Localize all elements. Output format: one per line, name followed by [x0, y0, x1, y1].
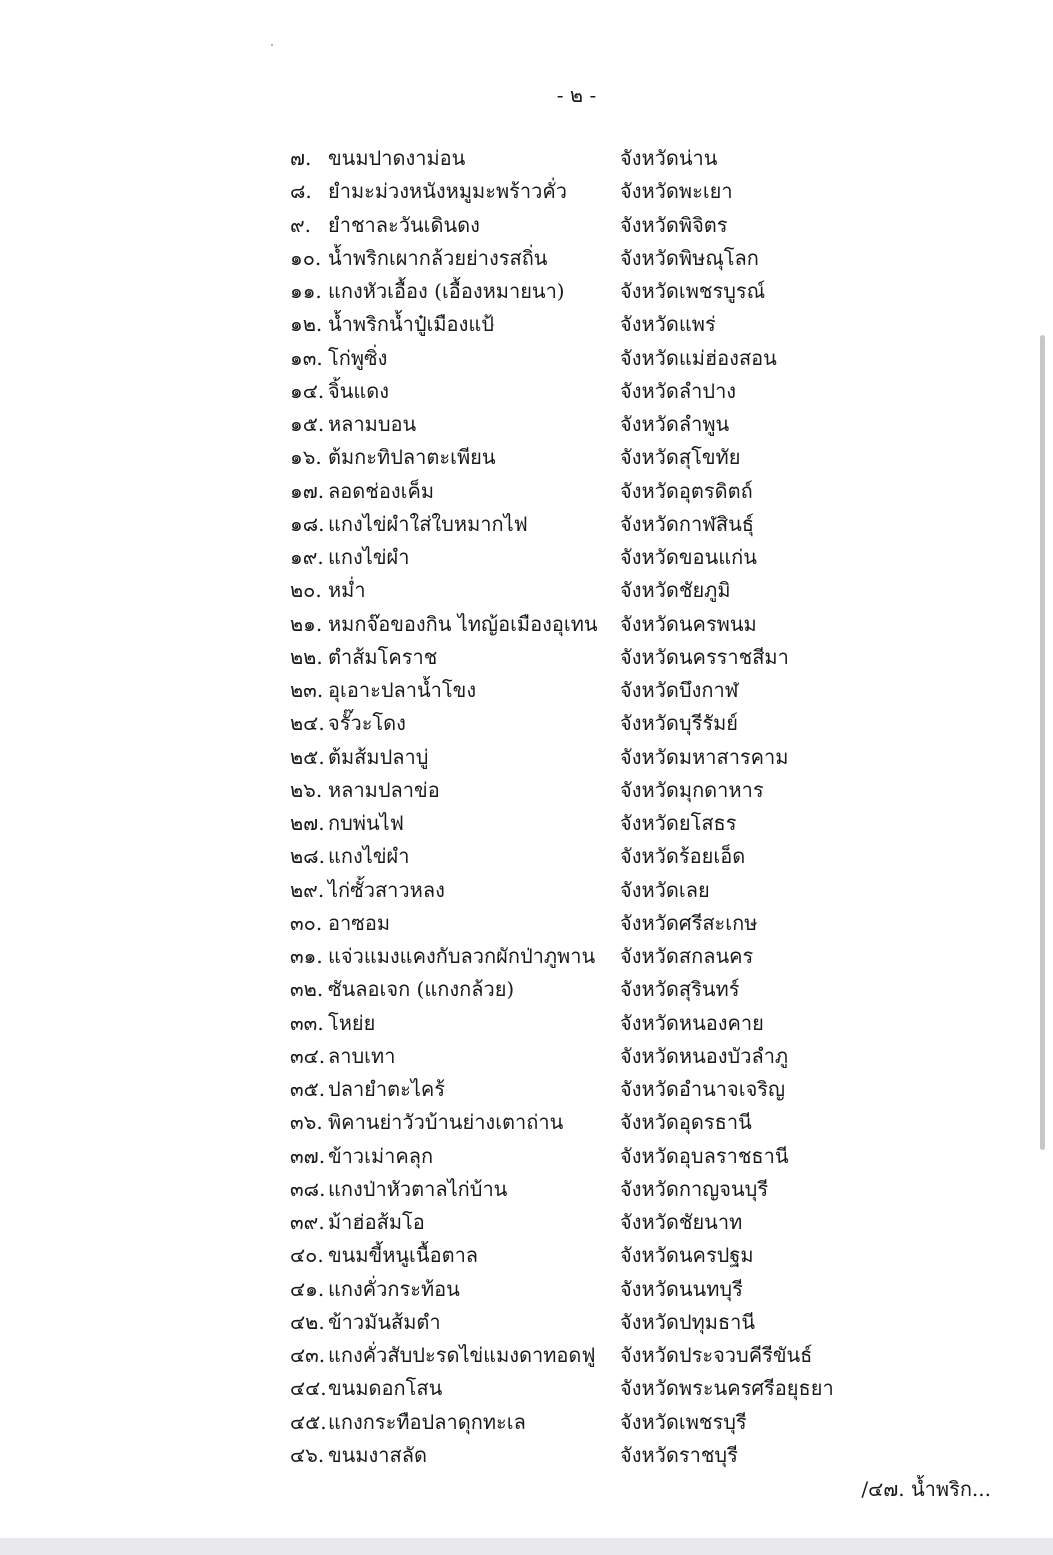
- dish-name: หลามปลาข่อ: [328, 777, 440, 802]
- dish-name: ซันลอเจก (แกงกล้วย): [328, 977, 515, 1002]
- dish-name: ขนมงาสลัด: [328, 1442, 427, 1467]
- dish-name: ยำมะม่วงหนังหมูมะพร้าวคั่ว: [328, 179, 567, 204]
- item-number: ๓๑.: [290, 944, 323, 968]
- list-item: [290, 807, 850, 840]
- item-number: ๓๕.: [290, 1077, 326, 1101]
- province-name: จังหวัดแพร่: [620, 312, 716, 337]
- dish-name: โก่พูซิ่ง: [328, 345, 388, 370]
- list-item: [290, 574, 850, 607]
- item-number: ๓๓.: [290, 1010, 324, 1035]
- item-number: ๔๖.: [290, 1442, 325, 1467]
- item-number: ๒๒.: [290, 644, 323, 669]
- item-number: ๓๐.: [290, 910, 323, 935]
- vertical-scrollbar[interactable]: [1040, 335, 1045, 1150]
- list-item: [290, 1372, 850, 1405]
- list-item: [290, 408, 850, 441]
- item-number: ๒๑.: [290, 611, 323, 636]
- dish-name: หมกจ๊อของกิน ไทญ้อเมืองอุเทน: [328, 611, 598, 636]
- list-item: [290, 1439, 850, 1472]
- list-item: [290, 907, 850, 940]
- list-item: [290, 641, 850, 674]
- province-name: จังหวัดชัยนาท: [620, 1210, 743, 1234]
- province-name: จังหวัดนนทบุรี: [620, 1276, 743, 1301]
- province-name: จังหวัดมหาสารคาม: [620, 744, 789, 769]
- dish-name: หลามบอน: [328, 412, 417, 436]
- list-item: [290, 840, 850, 873]
- province-name: จังหวัดอุบลราชธานี: [620, 1143, 789, 1168]
- item-number: ๔๕.: [290, 1409, 327, 1434]
- list-item: [290, 242, 850, 275]
- item-number: ๓๖.: [290, 1110, 323, 1135]
- list-item: [290, 308, 850, 341]
- item-number: ๔๔.: [290, 1376, 327, 1401]
- province-name: จังหวัดกาฬสินธุ์: [620, 511, 754, 536]
- dish-name: จรั๊วะโดง: [328, 711, 406, 736]
- province-name: จังหวัดยโสธร: [620, 811, 737, 835]
- item-number: ๑๓.: [290, 345, 323, 370]
- dish-name: อุเอาะปลาน้ำโขง: [328, 678, 477, 702]
- province-name: จังหวัดร้อยเอ็ด: [620, 844, 746, 869]
- item-number: ๑๘.: [290, 511, 325, 536]
- item-number: ๒๔.: [290, 711, 325, 736]
- dish-name: ลาบเทา: [328, 1043, 396, 1068]
- item-number: ๑๐.: [290, 245, 322, 270]
- list-item: [290, 1339, 850, 1372]
- viewer-bottom-band: [0, 1538, 1053, 1555]
- province-name: จังหวัดลำพูน: [620, 412, 730, 436]
- list-item: [290, 1040, 850, 1073]
- list-item: [290, 973, 850, 1006]
- list-item: [290, 1406, 850, 1439]
- province-name: จังหวัดน่าน: [620, 146, 718, 170]
- item-number: ๒๓.: [290, 678, 324, 702]
- list-item: [290, 940, 850, 973]
- list-item: [290, 774, 850, 807]
- list-item: [290, 1273, 850, 1306]
- province-name: จังหวัดนครปฐม: [620, 1243, 754, 1268]
- item-number: ๒๘.: [290, 844, 325, 869]
- item-number: ๘.: [290, 179, 312, 204]
- list-item: [290, 608, 850, 641]
- dish-name: ม้าฮ่อส้มโอ: [328, 1210, 425, 1234]
- list-item: [290, 441, 850, 474]
- item-number: ๒๕.: [290, 744, 325, 769]
- province-name: จังหวัดศรีสะเกษ: [620, 910, 758, 935]
- item-number: ๔๑.: [290, 1276, 325, 1301]
- item-number: ๓๗.: [290, 1143, 326, 1168]
- dish-name: แกงไข่ผำ: [328, 545, 410, 569]
- province-name: จังหวัดบึงกาฬ: [620, 678, 739, 702]
- province-name: จังหวัดอำนาจเจริญ: [620, 1077, 786, 1101]
- item-number: ๔๐.: [290, 1243, 324, 1268]
- list-item: [290, 707, 850, 740]
- list-item: [290, 142, 850, 175]
- item-number: ๑๑.: [290, 279, 322, 303]
- list-item: [290, 541, 850, 574]
- province-name: จังหวัดพิจิตร: [620, 212, 728, 237]
- list-item: [290, 375, 850, 408]
- dish-name: หม่ำ: [328, 578, 366, 603]
- dish-name: ขนมปาดงาม่อน: [328, 146, 466, 170]
- dish-name: ไก่ซั้วสาวหลง: [328, 877, 445, 902]
- dish-name: ปลายำตะไคร้: [328, 1077, 446, 1101]
- item-number: ๓๘.: [290, 1176, 326, 1201]
- dish-province-list: [290, 142, 850, 1472]
- province-name: จังหวัดมุกดาหาร: [620, 777, 764, 802]
- list-item: [290, 674, 850, 707]
- item-number: ๒๗.: [290, 811, 325, 835]
- province-name: จังหวัดราชบุรี: [620, 1442, 738, 1467]
- province-name: จังหวัดอุดรธานี: [620, 1110, 752, 1135]
- province-name: จังหวัดสกลนคร: [620, 944, 754, 968]
- province-name: จังหวัดเลย: [620, 877, 710, 902]
- item-number: ๓๒.: [290, 977, 324, 1002]
- item-number: ๔๓.: [290, 1343, 326, 1367]
- item-number: ๓๙.: [290, 1210, 325, 1234]
- item-number: ๒๐.: [290, 578, 322, 603]
- dish-name: ข้าวมันส้มตำ: [328, 1309, 441, 1334]
- list-item: [290, 1106, 850, 1139]
- dish-name: น้ำพริกน้ำปู๋เมืองแป้: [328, 312, 494, 337]
- item-number: ๑๗.: [290, 478, 325, 503]
- dish-name: ต้มกะทิปลาตะเพียน: [328, 445, 496, 470]
- item-number: ๔๒.: [290, 1309, 325, 1334]
- province-name: จังหวัดอุตรดิตถ์: [620, 478, 753, 503]
- dish-name: ยำชาละวันเดินดง: [328, 212, 480, 237]
- continuation-note: /๔๗. น้ำพริก...: [861, 1477, 991, 1501]
- item-number: ๑๖.: [290, 445, 322, 470]
- dish-name: ขนมดอกโสน: [328, 1376, 443, 1401]
- province-name: จังหวัดพิษณุโลก: [620, 245, 759, 270]
- province-name: จังหวัดนครพนม: [620, 611, 757, 636]
- item-number: ๒๖.: [290, 777, 323, 802]
- dish-name: ตำส้มโคราช: [328, 644, 438, 669]
- dish-name: แกงไข่ผำใส่ใบหมากไฟ: [328, 511, 528, 536]
- dish-name: โหย่ย: [328, 1010, 376, 1035]
- province-name: จังหวัดลำปาง: [620, 378, 737, 403]
- province-name: จังหวัดเพชรบุรี: [620, 1409, 747, 1434]
- province-name: จังหวัดพะเยา: [620, 179, 733, 204]
- dish-name: พิคานย่าวัวบ้านย่างเตาถ่าน: [328, 1110, 564, 1135]
- province-name: จังหวัดปทุมธานี: [620, 1309, 756, 1334]
- dish-name: แกงกระทือปลาดุกทะเล: [328, 1409, 526, 1434]
- list-item: [290, 1239, 850, 1272]
- dish-name: น้ำพริกเผากล้วยย่างรสถิ่น: [328, 245, 548, 270]
- dish-name: แจ่วแมงแคงกับลวกผักป่าภูพาน: [328, 944, 596, 968]
- list-item: [290, 1306, 850, 1339]
- province-name: จังหวัดหนองบัวลำภู: [620, 1043, 789, 1068]
- dish-name: แกงคั่วสับปะรดไข่แมงดาทอดฟู: [328, 1343, 596, 1367]
- list-item: [290, 475, 850, 508]
- dish-name: อาซอม: [328, 910, 391, 935]
- item-number: ๑๕.: [290, 412, 325, 436]
- list-item: [290, 175, 850, 208]
- province-name: จังหวัดพระนครศรีอยุธยา: [620, 1376, 834, 1401]
- province-name: จังหวัดแม่ฮ่องสอน: [620, 345, 777, 370]
- province-name: จังหวัดเพชรบูรณ์: [620, 279, 766, 303]
- list-item: [290, 508, 850, 541]
- dish-name: แกงคั่วกระท้อน: [328, 1276, 460, 1301]
- dish-name: จิ้นแดง: [328, 378, 390, 403]
- list-item: [290, 1206, 850, 1239]
- list-item: [290, 1140, 850, 1173]
- list-item: [290, 1007, 850, 1040]
- dish-name: กบพ่นไฟ: [328, 811, 404, 835]
- item-number: ๒๙.: [290, 877, 325, 902]
- list-item: [290, 741, 850, 774]
- province-name: จังหวัดขอนแก่น: [620, 545, 757, 569]
- province-name: จังหวัดประจวบคีรีขันธ์: [620, 1343, 813, 1367]
- list-item: [290, 209, 850, 242]
- province-name: จังหวัดสุรินทร์: [620, 977, 740, 1002]
- dish-name: แกงป่าหัวตาลไก่บ้าน: [328, 1176, 508, 1201]
- dish-name: ลอดช่องเค็ม: [328, 478, 435, 503]
- item-number: ๑๙.: [290, 545, 324, 569]
- list-item: [290, 342, 850, 375]
- item-number: ๙.: [290, 212, 312, 237]
- item-number: ๑๔.: [290, 378, 325, 403]
- province-name: จังหวัดบุรีรัมย์: [620, 711, 738, 736]
- dish-name: ต้มส้มปลาบู่: [328, 744, 429, 769]
- list-item: [290, 275, 850, 308]
- list-item: [290, 1173, 850, 1206]
- dish-name: แกงหัวเอื้อง (เอื้องหมายนา): [328, 279, 565, 303]
- item-number: ๓๔.: [290, 1043, 326, 1068]
- list-item: [290, 1073, 850, 1106]
- dish-name: ข้าวเม่าคลุก: [328, 1143, 434, 1168]
- dish-name: ขนมขี้หนูเนื้อตาล: [328, 1243, 479, 1268]
- item-number: ๑๒.: [290, 312, 323, 337]
- item-number: ๗.: [290, 146, 312, 170]
- province-name: จังหวัดสุโขทัย: [620, 445, 741, 470]
- scan-speck: [271, 44, 273, 46]
- province-name: จังหวัดนครราชสีมา: [620, 644, 789, 669]
- page-number: - ๒ -: [556, 83, 597, 107]
- province-name: จังหวัดชัยภูมิ: [620, 578, 731, 603]
- list-item: [290, 874, 850, 907]
- dish-name: แกงไข่ผำ: [328, 844, 410, 869]
- province-name: จังหวัดกาญจนบุรี: [620, 1176, 769, 1201]
- province-name: จังหวัดหนองคาย: [620, 1010, 764, 1035]
